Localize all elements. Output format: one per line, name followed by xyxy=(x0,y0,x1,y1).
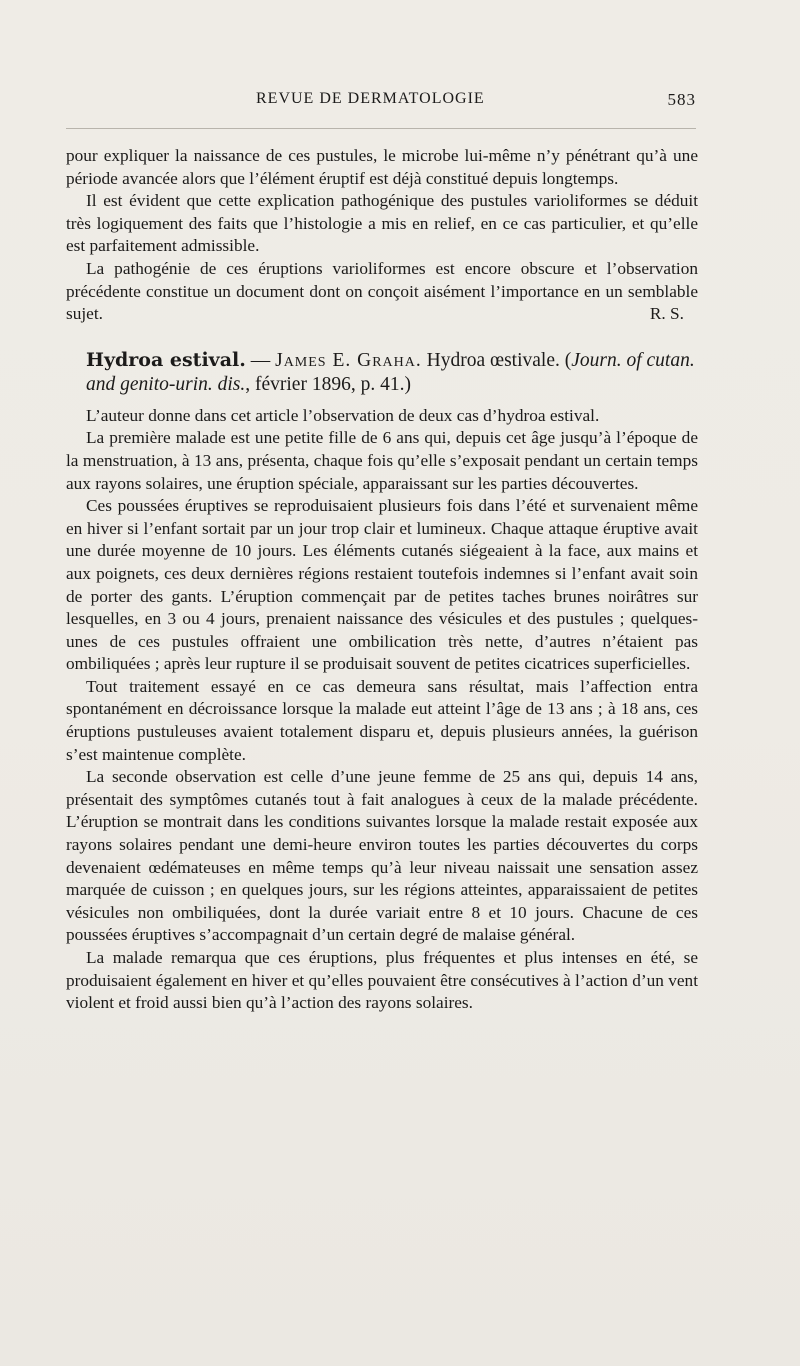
entry-heading xyxy=(66,348,698,397)
paragraph: Ces poussées éruptives se reproduisaient plusieurs fois dans l’été et survenaient même en hiver si l’enfant sortait par un jour trop clair et lumineux. Chaque attaque éruptive avait une durée moyenne de 10 jours. Les éléments cutanés siégeaient à la face, aux mains et aux poignets, ces deux dernières régions restaient toutefois indemnes si l’enfant avait soin de porter des gants. L’éruption commençait par de petites taches brunes noirâtres sur lesquelles, en 3 ou 4 jours, prenaient naissance des vésicules et des pustules ; quelques-unes de ces pustules offraient une ombilication très nette, d’autres n’étaient pas ombiliquées ; après leur rupture il se produisait souvent de petites cicatrices superficielles. xyxy=(66,496,698,674)
paragraph: pour expliquer la naissance de ces pustules, le microbe lui-même n’y pénétrant qu’à une période avancée alors que l’élément éruptif est déjà constitué depuis longtemps. xyxy=(66,146,698,188)
page-number: 583 xyxy=(667,90,696,109)
entry-journal: Journ. of cutan. and genito-urin. dis. xyxy=(86,349,695,395)
signature: R. S. xyxy=(649,304,684,324)
entry-dash: — xyxy=(245,349,276,371)
paragraph: La malade remarqua que ces éruptions, plus fréquentes et plus intenses en été, se produisaient également en hiver et qu’elles pouvaient être consécutives à l’action d’un vent violent et froid aussi bien qu’à l’action des rayons solaires. xyxy=(66,948,698,1013)
running-title: REVUE DE DERMATOLOGIE xyxy=(256,90,485,107)
paragraph-text: La pathogénie de ces éruptions varioliformes est encore obscure et l’observation précédente constitue un document dont on conçoit aisément l’importance en un semblable sujet. xyxy=(66,258,698,324)
paragraph: Tout traitement essayé en ce cas demeura sans résultat, mais l’affection entra spontanément en décroissance lorsque la malade eut atteint l’âge de 13 ans ; à 18 ans, ces éruptions pustuleuses avaient totalement disparu et, depuis plusieurs années, la guérison s’est maintenue complète. xyxy=(66,676,698,764)
entry-citation-tail: , février 1896, p. 41.) xyxy=(245,373,411,395)
paragraph: La seconde observation est celle d’une jeune femme de 25 ans qui, depuis 14 ans, présentait des symptômes cutanés tout à fait analogues à ceux de la malade précédente. L’éruption se montrait dans les conditions suivantes lorsque la malade restait exposée aux rayons solaires pendant une demi-heure environ toutes les parties découvertes du corps devenaient œdémateuses en même temps qu’à leur niveau naissait une sensation assez marquée de cuisson ; en quelques jours, sur les régions atteintes, apparaissaient de petites vésicules non ombiliquées, dont la durée variait entre 8 et 10 jours. Chacune de ces poussées éruptives s’accompagnait d’un certain degré de malaise général. xyxy=(66,767,698,945)
header-rule xyxy=(66,128,696,129)
page-header xyxy=(66,90,696,114)
paragraph: Il est évident que cette explication pathogénique des pustules varioliformes se déduit très logiquement des faits que l’histologie a mis en relief, en ce cas particulier, et qu’elle est parfaitement admissible. xyxy=(66,191,698,256)
paragraph: L’auteur donne dans cet article l’observation de deux cas d’hydroa estival. xyxy=(86,405,600,425)
paragraph: La première malade est une petite fille de 6 ans qui, depuis cet âge jusqu’à l’époque de la menstruation, à 13 ans, présenta, chaque fois qu’elle s’exposait pendant un certain temps aux rayons solaires, une éruption spéciale, apparaissant sur les parties découvertes. xyxy=(66,428,698,493)
paragraph xyxy=(66,258,698,326)
article-body xyxy=(66,145,698,1015)
entry-title: Hydroa estival. xyxy=(86,348,246,371)
entry-subtitle: Hydroa œstivale. ( xyxy=(421,349,572,371)
entry-author: James E. Graha. xyxy=(275,349,422,371)
